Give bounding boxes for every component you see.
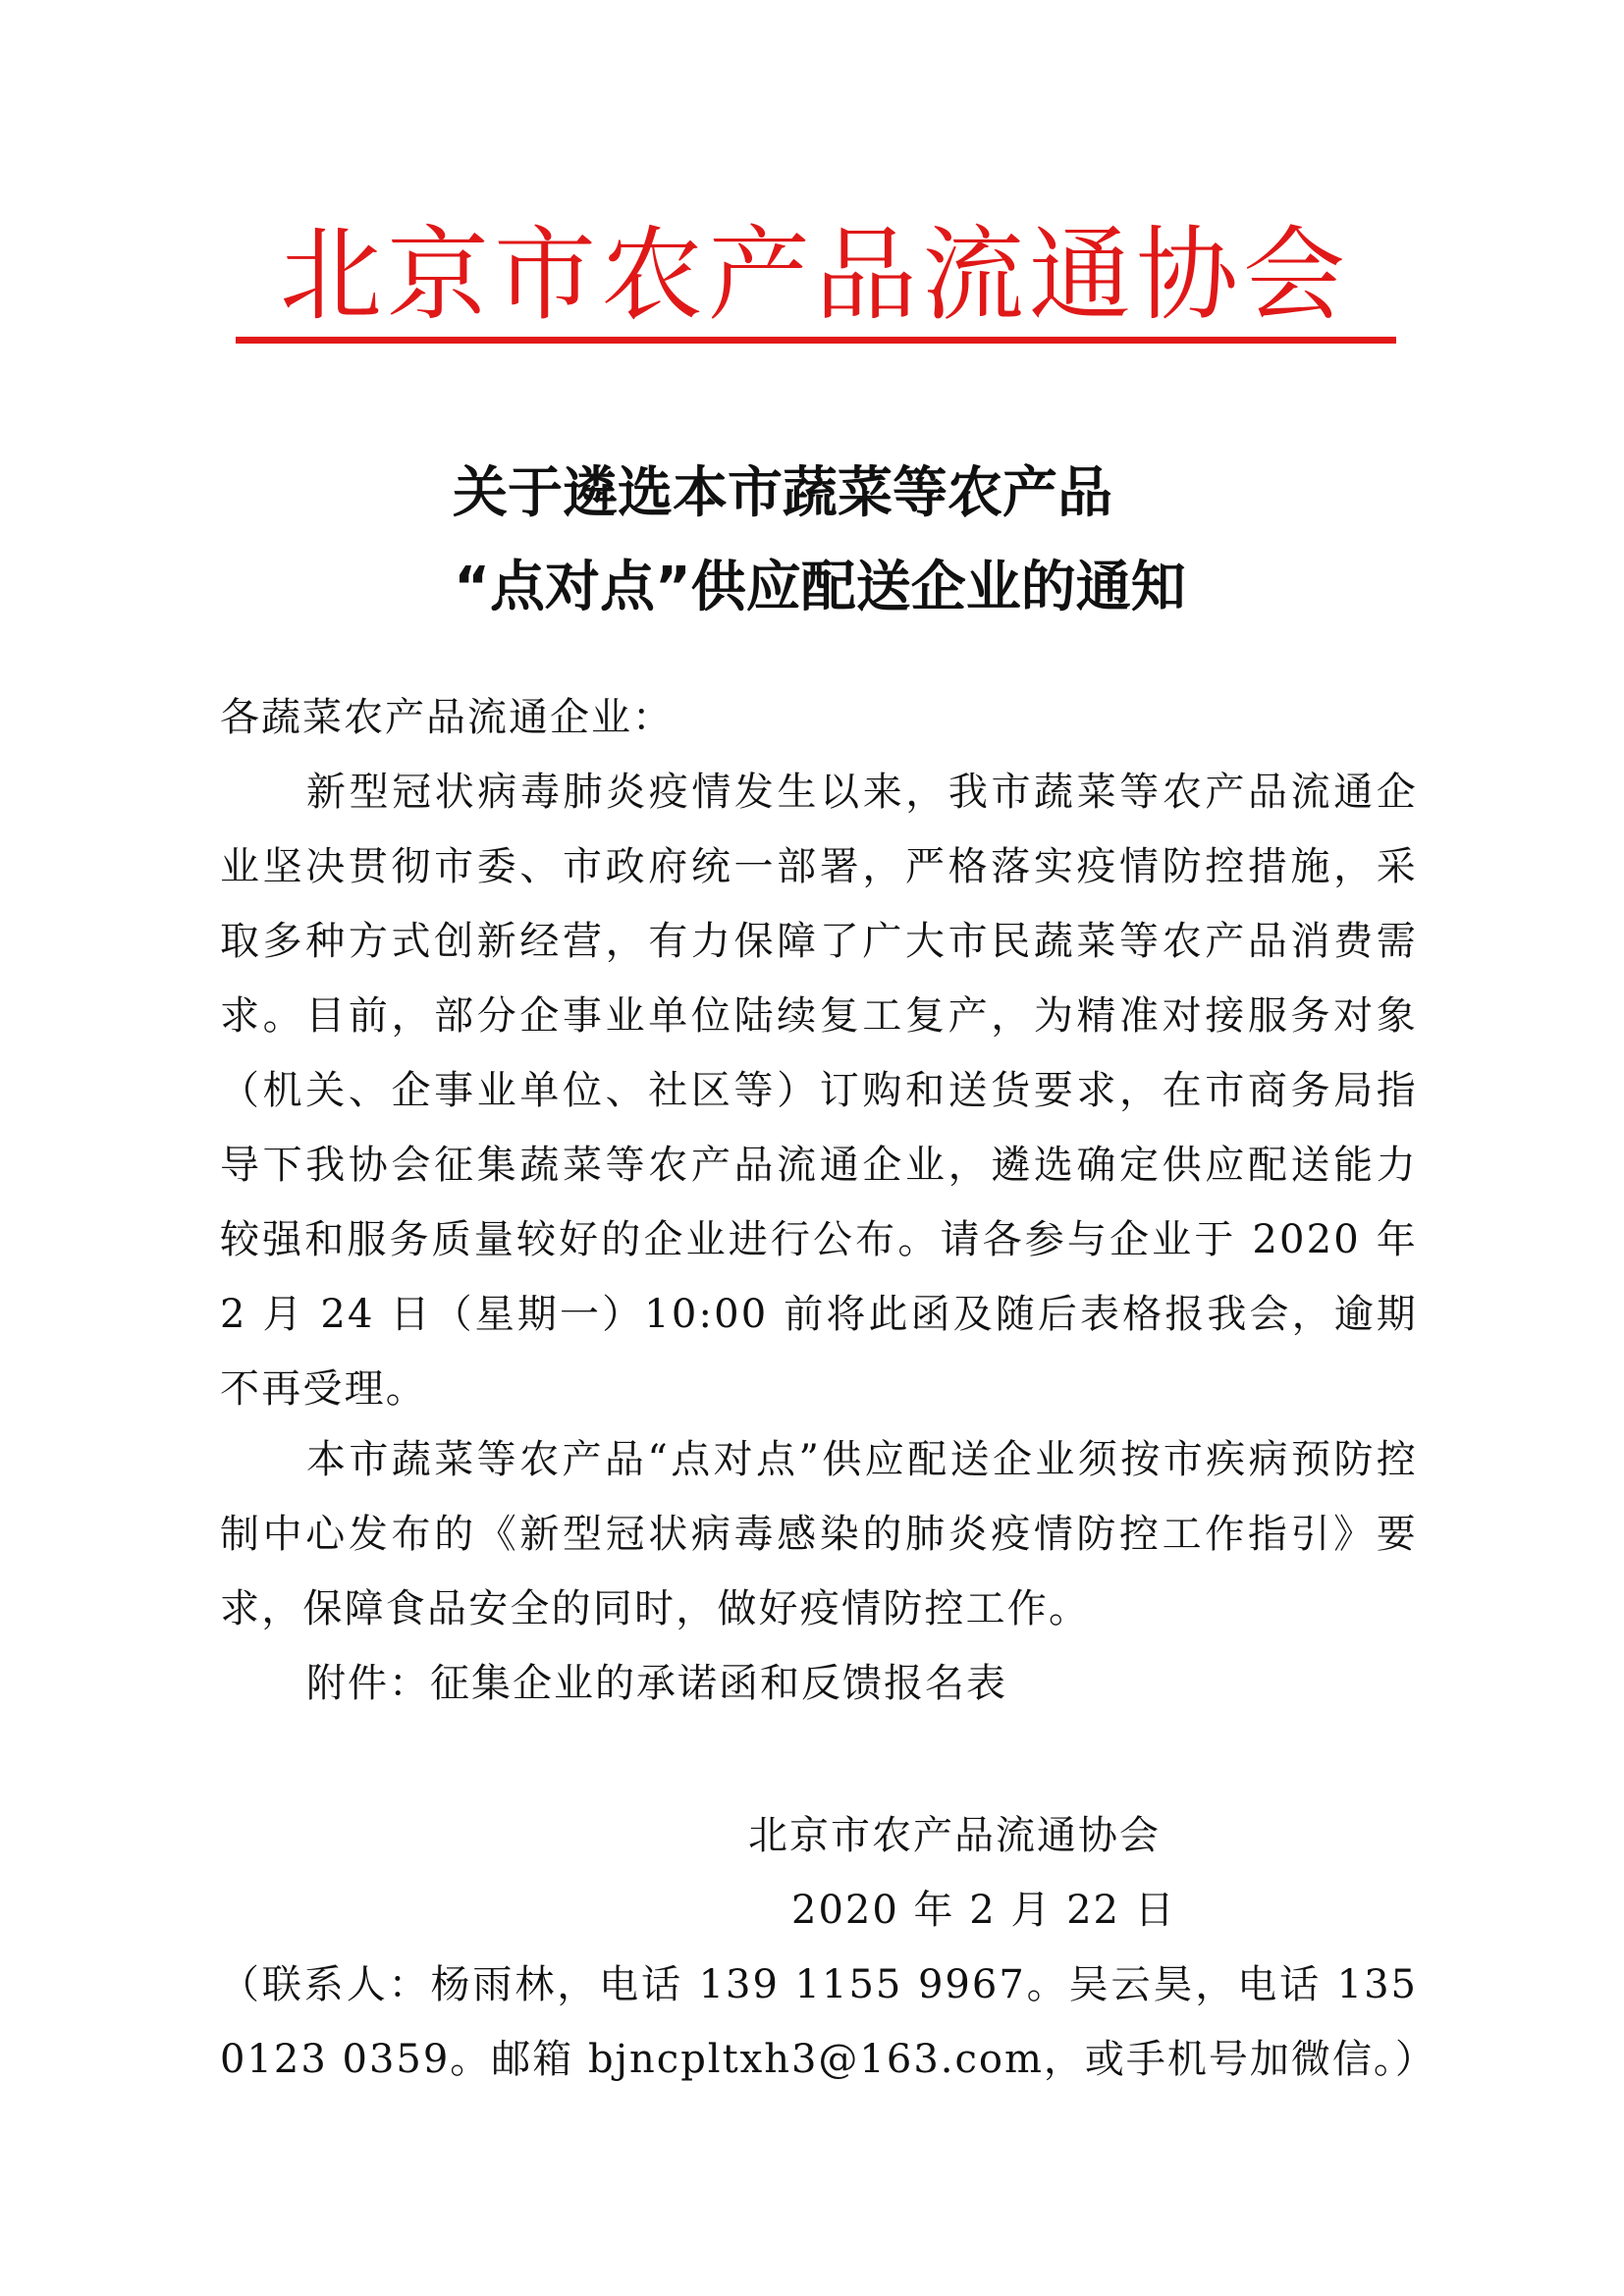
- document-title-line-2: “点对点”供应配送企业的通知: [454, 556, 1186, 619]
- salutation: 各蔬菜农产品流通企业：: [220, 695, 674, 740]
- letterhead-red-rule: [236, 337, 1396, 344]
- signature-date: 2020 年 2 月 22 日: [791, 1888, 1176, 1933]
- body-paragraph-1: 新型冠状病毒肺炎疫情发生以来，我市蔬菜等农产品流通企业坚决贯彻市委、市政府统一部署，严格落实疫情防控措施，采取多种方式创新经营，有力保障了广大市民蔬菜等农产品消费需求。目前，部分企事业单位陆续复工复产，为精准对接服务对象（机关、企事业单位、社区等）订购和送货要求，在市商务局指导下我协会征集蔬菜等农产品流通企业，遴选确定供应配送能力较强和服务质量较好的企业进行公布。请各参与企业于 2020 年 2 月 24 日（星期一）10:00 前将此函及随后表格报我会，逾期不再受理。: [220, 770, 1418, 1412]
- attachment-note: 附件：征集企业的承诺函和反馈报名表: [306, 1661, 1007, 1706]
- letterhead-title: 北京市农产品流通协会: [279, 215, 1350, 335]
- body-paragraph-2: 本市蔬菜等农产品“点对点”供应配送企业须按市疾病预防控制中心发布的《新型冠状病毒感染的肺炎疫情防控工作指引》要求，保障食品安全的同时，做好疫情防控工作。: [220, 1437, 1418, 1631]
- contact-info: （联系人：杨雨林，电话 139 1155 9967。吴云昊，电话 135 0123 0359。邮箱 bjncpltxh3@163.com，或手机号加微信。）: [220, 1962, 1436, 2082]
- document-title-line-1: 关于遴选本市蔬菜等农产品: [453, 461, 1112, 525]
- signature-organization: 北京市农产品流通协会: [748, 1813, 1161, 1858]
